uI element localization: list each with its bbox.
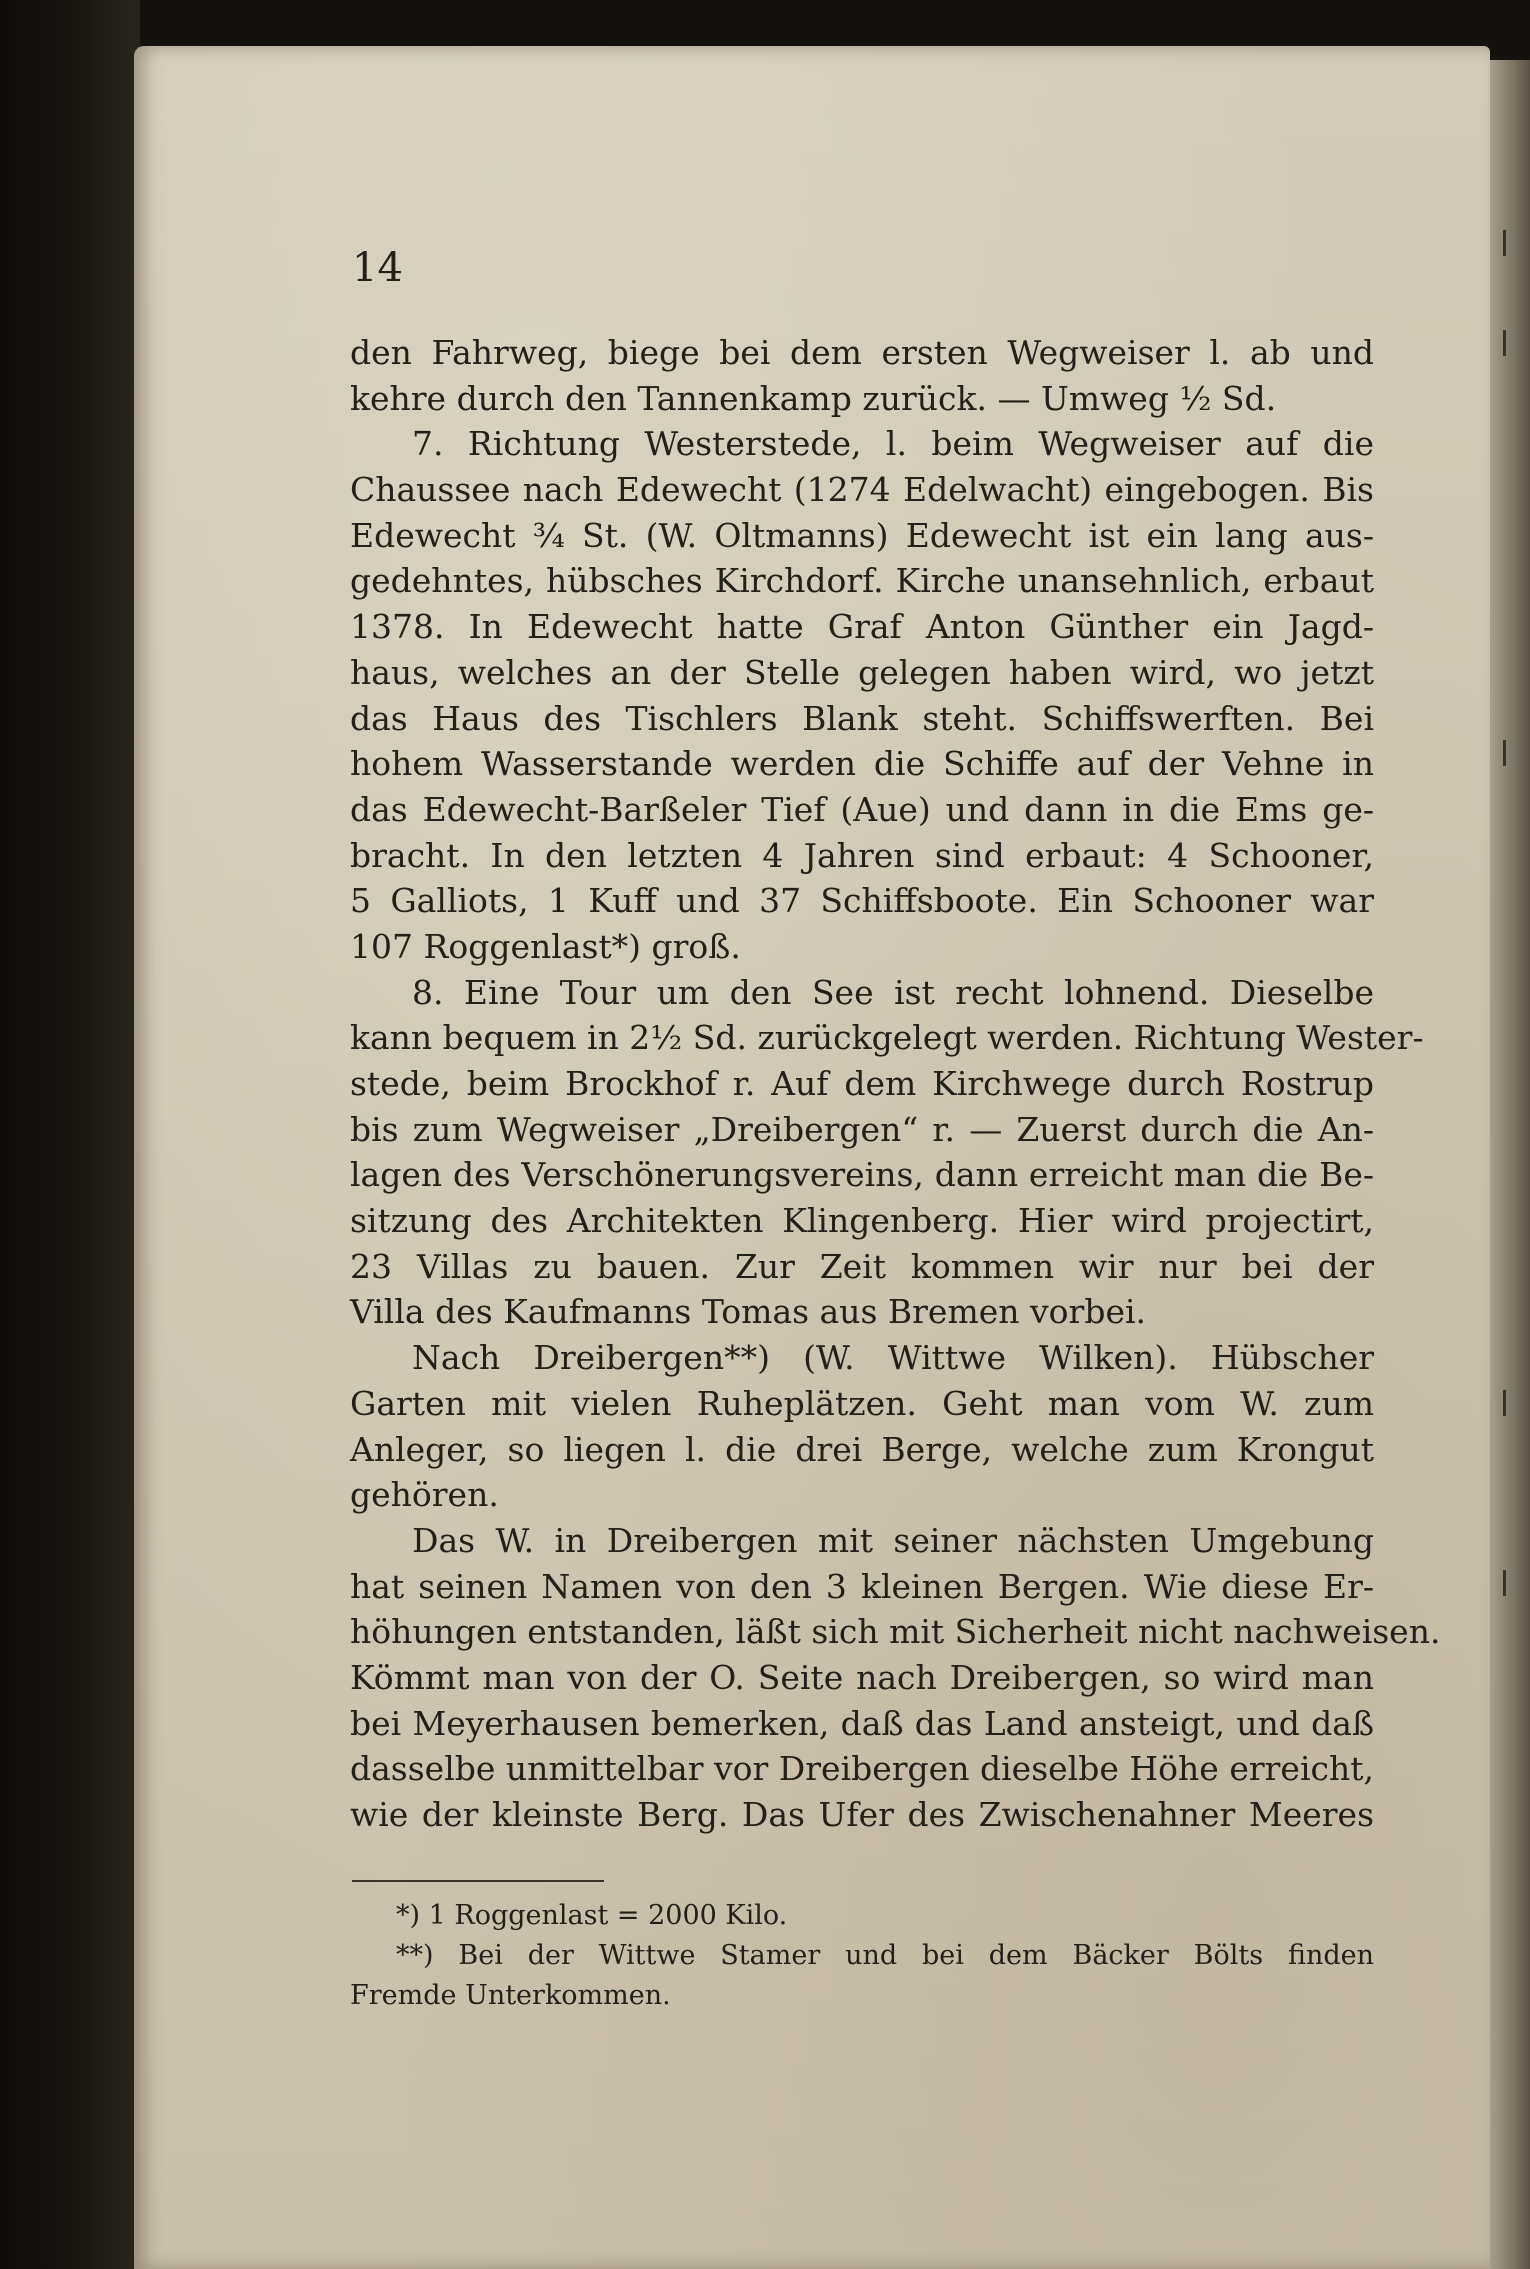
text-line: 23 Villas zu bauen. Zur Zeit kommen wir nur bei der [350, 1246, 1374, 1286]
text-line: stede, beim Brockhof r. Auf dem Kirchwege durch Rostrup [350, 1064, 1374, 1103]
page-edge [1490, 60, 1530, 2269]
text-line: 1378. In Edewecht hatte Graf Anton Günther ein Jagd- [350, 607, 1374, 647]
footnotes [350, 1896, 1374, 2016]
footnote-line: **) Bei der Wittwe Stamer und bei dem Bäcker Bölts finden [396, 1940, 1374, 1971]
footnote-line: Fremde Unterkommen. [350, 1980, 671, 2011]
text-line: bracht. In den letzten 4 Jahren sind erbaut: 4 Schooner, [350, 835, 1374, 875]
text-line: kann bequem in 2½ Sd. zurückgelegt werden. Richtung Wester- [350, 1018, 1424, 1058]
text-line: 5 Galliots, 1 Kuff und 37 Schiffsboote. Ein Schooner war [350, 881, 1374, 921]
text-line: Chaussee nach Edewecht (1274 Edelwacht) eingebogen. Bis [350, 470, 1374, 510]
text-line: Garten mit vielen Ruheplätzen. Geht man vom W. zum [350, 1383, 1374, 1423]
scan-background [0, 0, 140, 2269]
text-line: Villa des Kaufmanns Tomas aus Bremen vorbei. [350, 1292, 1147, 1332]
text-line: wie der kleinste Berg. Das Ufer des Zwischenahner Meeres [350, 1795, 1374, 1834]
binding-stitch [1503, 330, 1506, 356]
text-line: 107 Roggenlast*) groß. [350, 926, 741, 966]
text-line: bei Meyerhausen bemerken, daß das Land ansteigt, und daß [350, 1703, 1374, 1743]
binding-stitch [1503, 1570, 1506, 1596]
binding-stitch [1503, 230, 1506, 256]
text-line: sitzung des Architekten Klingenberg. Hier wird projectirt, [350, 1201, 1374, 1241]
text-line: gehören. [350, 1475, 499, 1515]
text-line: Edewecht ¾ St. (W. Oltmanns) Edewecht ist ein lang aus- [350, 515, 1374, 555]
text-line: bis zum Wegweiser „Dreibergen“ r. — Zuerst durch die An- [350, 1109, 1374, 1149]
text-line: Das W. in Dreibergen mit seiner nächsten Umgebung [412, 1520, 1374, 1560]
text-line: das Haus des Tischlers Blank steht. Schiffswerften. Bei [350, 698, 1374, 738]
binding-stitch [1503, 1390, 1506, 1416]
footnote-rule [352, 1880, 604, 1882]
text-line: höhungen entstanden, läßt sich mit Sicherheit nicht nachweisen. [350, 1612, 1441, 1652]
text-line: dasselbe unmittelbar vor Dreibergen dieselbe Höhe erreicht, [350, 1749, 1374, 1789]
text-line: gedehntes, hübsches Kirchdorf. Kirche unansehnlich, erbaut [350, 561, 1374, 601]
binding-stitch [1503, 740, 1506, 766]
text-line: hohem Wasserstande werden die Schiffe auf der Vehne in [350, 744, 1374, 784]
text-line: kehre durch den Tannenkamp zurück. — Umweg ½ Sd. [350, 378, 1277, 418]
text-line: 8. Eine Tour um den See ist recht lohnend. Dieselbe [412, 972, 1374, 1012]
text-line: Kömmt man von der O. Seite nach Dreibergen, so wird man [350, 1657, 1374, 1697]
text-line: haus, welches an der Stelle gelegen haben wird, wo jetzt [350, 652, 1374, 692]
footnote-line: *) 1 Roggenlast = 2000 Kilo. [396, 1900, 788, 1931]
text-line: den Fahrweg, biege bei dem ersten Wegweiser l. ab und [350, 333, 1374, 372]
text-line: lagen des Verschönerungsvereins, dann erreicht man die Be- [350, 1155, 1374, 1195]
text-line: hat seinen Namen von den 3 kleinen Bergen. Wie diese Er- [350, 1566, 1374, 1606]
text-line: 7. Richtung Westerstede, l. beim Wegweiser auf die [412, 424, 1374, 464]
text-line: Nach Dreibergen**) (W. Wittwe Wilken). Hübscher [412, 1338, 1374, 1378]
body-text [350, 330, 1441, 1838]
page-number: 14 [352, 245, 403, 291]
text-line: Anleger, so liegen l. die drei Berge, welche zum Krongut [350, 1429, 1374, 1469]
text-line: das Edewecht-Barßeler Tief (Aue) und dann in die Ems ge- [350, 789, 1374, 829]
